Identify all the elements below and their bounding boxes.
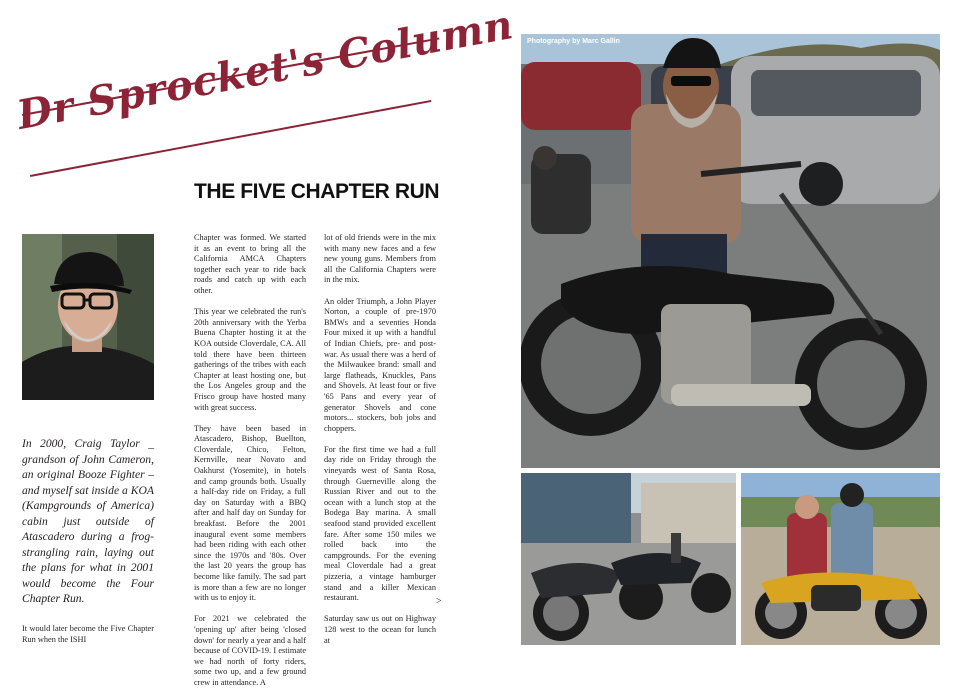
two-riders-photo xyxy=(741,473,940,645)
article-paragraph: An older Triumph, a John Player Norton, a couple of pre-1970 BMWs and a seventies Honda Four mixed it up with a handful of Indian Chiefs, pre- and post-war. As usual there was a herd of the Milwaukee brand: small and large flatheads, Knuckles, Pans and Shovels. At least four or five '65 Pans and every year of generator Shovels and cone motors... stockers, bob jobs and choppers. xyxy=(324,296,436,433)
rider-with-motorcycle-photo xyxy=(521,34,940,468)
author-portrait xyxy=(22,234,154,400)
continue-arrow: > xyxy=(436,596,442,607)
article-paragraph: They have been based in Atascadero, Bishop, Buellton, Cloverdale, Chico, Felton, Kernville, near Novato and Oakhurst (Yosemite), in hotels and camp grounds both. Usually a half-day ride on Friday, a full day on Saturday with a BBQ after and half day on Sunday for breakfast. Before the 2001 inaugural event some members had been riding with each other since the 1970s and '80s. Over the last 20 years the group has become like family. The sad part is more than a few are no longer with us to enjoy it. xyxy=(194,423,306,603)
article-column-2 xyxy=(194,233,306,699)
article-column-3 xyxy=(324,233,436,657)
photo-credit: Photography by Marc Gallin xyxy=(527,38,620,45)
article-paragraph: Chapter was formed. We started it as an event to bring all the California AMCA Chapters together each year to ride back roads and catch up with each other. xyxy=(194,233,306,295)
main-photo xyxy=(521,34,940,468)
intro-paragraph: In 2000, Craig Taylor _ grandson of John Cameron, an original Booze Fighter – and myself sat inside a KOA (Kampgrounds of America) cabin just outside of Atascadero during a frog-strangling rain, laying out the plans for what in 2001 would become the Four Chapter Run. xyxy=(22,437,154,605)
riders-with-indian-motorcycle-photo xyxy=(741,473,940,645)
author-portrait-image xyxy=(22,234,154,400)
article-headline: THE FIVE CHAPTER RUN xyxy=(194,180,440,203)
column-title: Dr Sprocket's Column xyxy=(13,1,517,140)
article-paragraph: For 2021 we celebrated the 'opening up' after being 'closed down' for nearly a year and a half because of COVID-19. I estimate we had north of forty riders, some two up, and a few ground crew in attendance. A xyxy=(194,614,306,687)
parked-motorcycles-photo xyxy=(521,473,736,645)
article-paragraph: This year we celebrated the run's 20th anniversary with the Yerba Buena Chapter hosting it at the KOA outside Cloverdale, CA. All told there have been thirteen gatherings of the tribes with each Chapter at least hosting one, but the Los Angeles group and the Frisco group have hosted many with great success. xyxy=(194,307,306,412)
article-paragraph: For the first time we had a full day ride on Friday through the vineyards west of Santa Rosa, through Guerneville along the Russian River and out to the ocean with a lunch stop at the Bodega Bay marina. A small seafood stand provided excellent fare. After some 150 miles we rolled back into the campgrounds. For the evening meal Cloverdale had a great pizzeria, a vintage hamburger stand and a killer Mexican restaurant. xyxy=(324,444,436,603)
article-paragraph: Saturday saw us out on Highway 128 west to the ocean for lunch at xyxy=(324,614,436,645)
bikes-lineup-photo xyxy=(521,473,736,645)
article-paragraph: It would later become the Five Chapter Run when the ISHI xyxy=(22,624,154,644)
article-paragraph: lot of old friends were in the mix with many new faces and a few new young guns. Members from all the California Chapters were in the mix. xyxy=(324,233,436,285)
article-column-1 xyxy=(22,624,154,656)
